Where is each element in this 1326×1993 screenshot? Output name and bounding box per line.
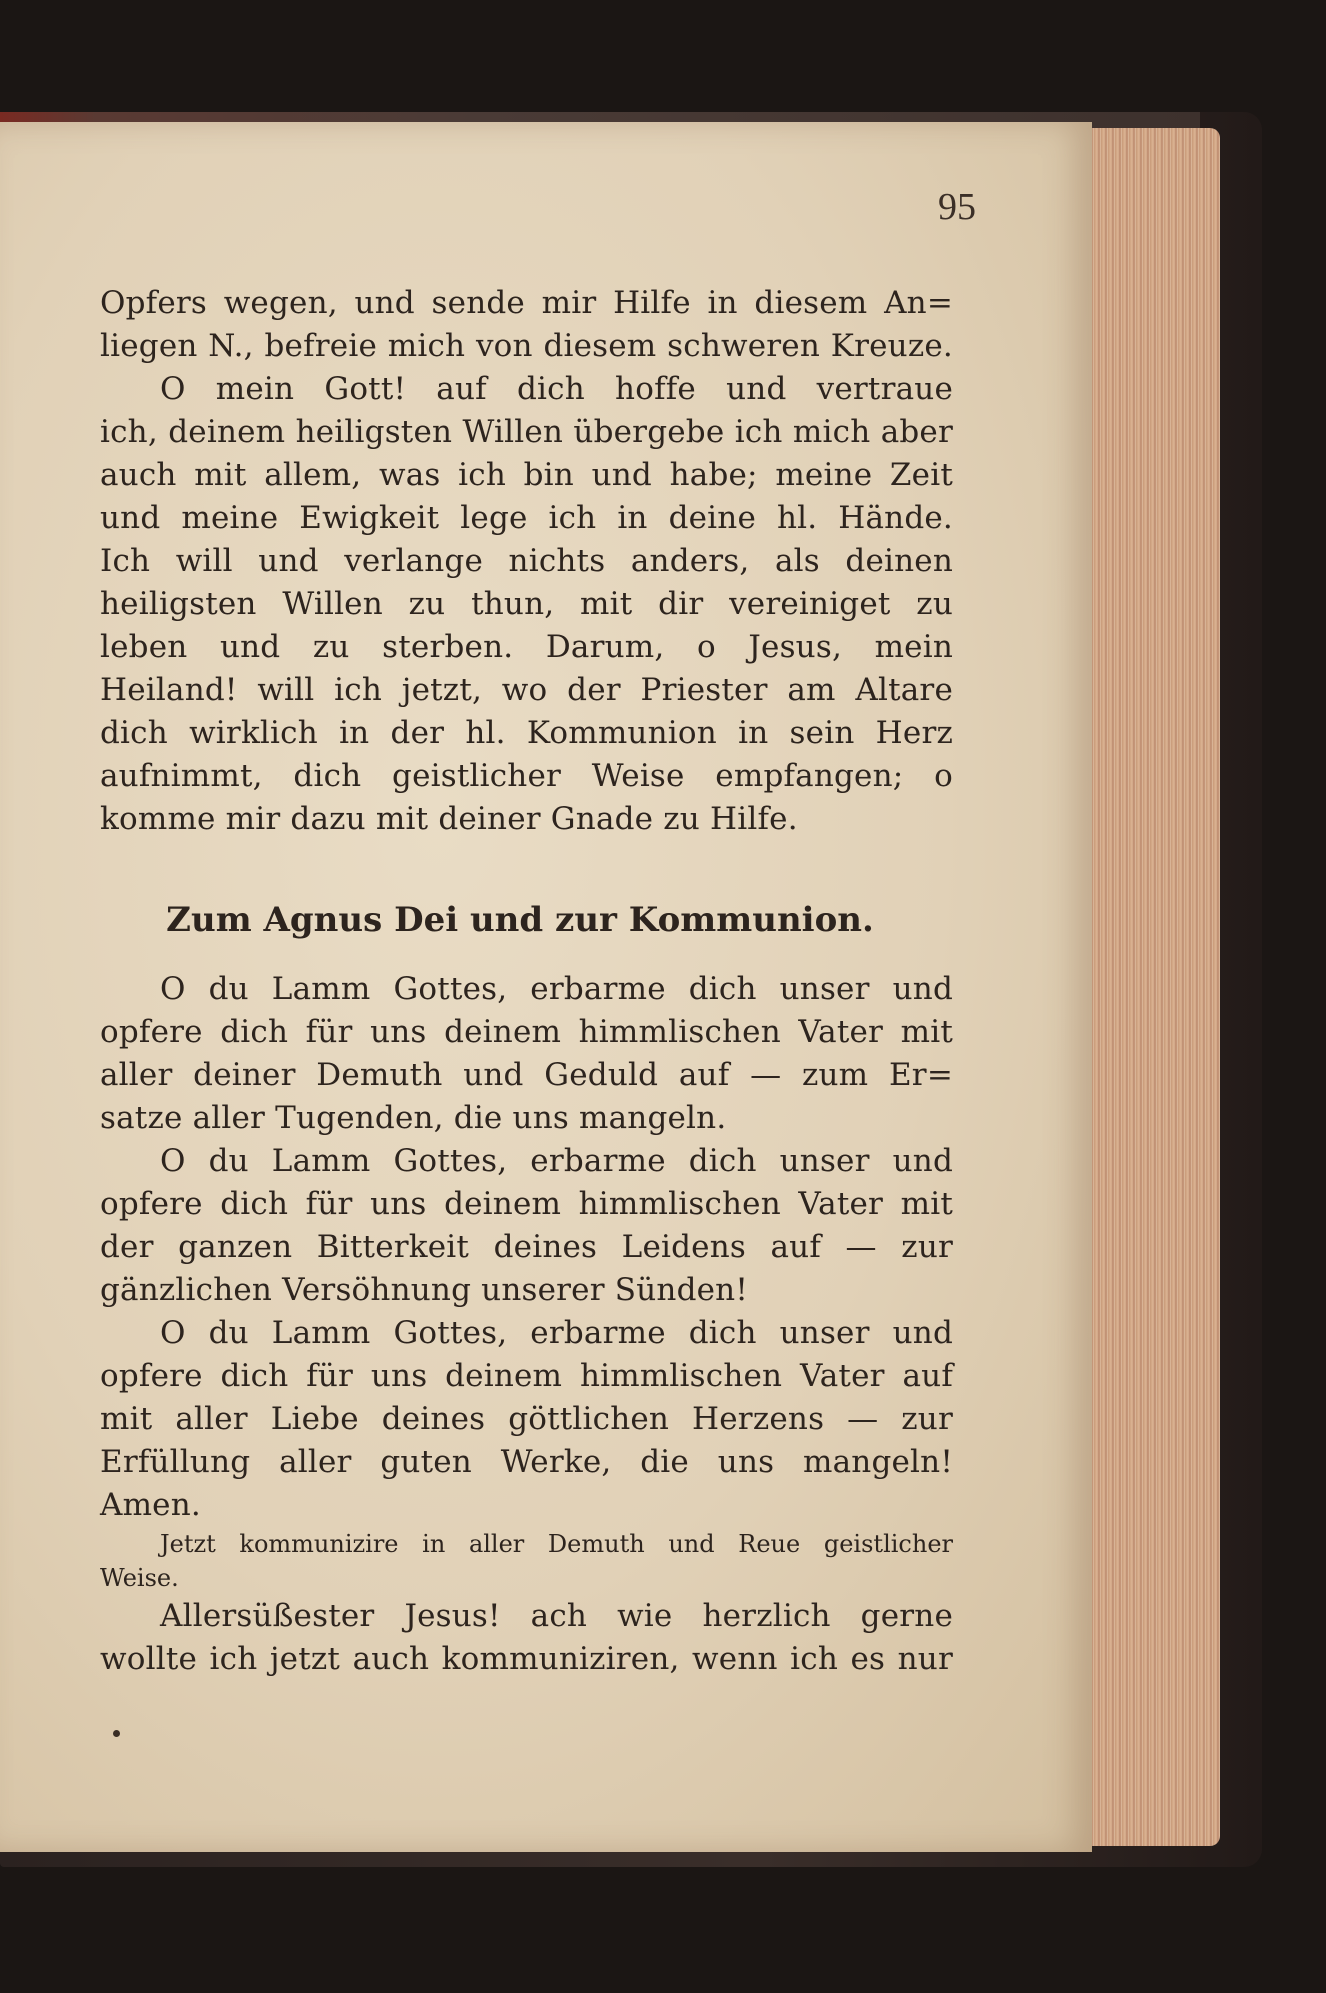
- text-line: opfere dich für uns deinem himmlischen Vater mit: [100, 1014, 953, 1050]
- text-line: O du Lamm Gottes, erbarme dich unser und: [160, 971, 953, 1007]
- page-number: 95: [938, 186, 976, 228]
- text-line: wollte ich jetzt auch kommuniziren, wenn ich es nur: [100, 1641, 953, 1677]
- text-line: auch mit allem, was ich bin und habe; meine Zeit: [100, 457, 953, 493]
- page-edges: [1080, 128, 1220, 1846]
- text-line: aufnimmt, dich geistlicher Weise empfangen; o: [100, 758, 953, 794]
- text-line: Opfers wegen, und sende mir Hilfe in diesem An=: [100, 285, 953, 321]
- text-line: gänzlichen Versöhnung unserer Sünden!: [100, 1272, 748, 1308]
- text-line: dich wirklich in der hl. Kommunion in sein Herz: [100, 715, 953, 751]
- text-line: der ganzen Bitterkeit deines Leidens auf — zur: [100, 1229, 953, 1265]
- text-line: satze aller Tugenden, die uns mangeln.: [100, 1100, 727, 1136]
- text-upper: [100, 282, 953, 841]
- text-line: O du Lamm Gottes, erbarme dich unser und: [160, 1315, 953, 1351]
- text-line: Ich will und verlange nichts anders, als deinen: [100, 543, 953, 579]
- text-line: leben und zu sterben. Darum, o Jesus, mein: [100, 629, 953, 665]
- text-line: heiligsten Willen zu thun, mit dir vereiniget zu: [100, 586, 953, 622]
- ink-dot: [113, 1730, 120, 1737]
- rubric-line: Weise.: [100, 1564, 179, 1592]
- text-line: komme mir dazu mit deiner Gnade zu Hilfe.: [100, 801, 798, 837]
- text-line: O du Lamm Gottes, erbarme dich unser und: [160, 1143, 953, 1179]
- text-lower: [100, 968, 953, 1681]
- text-line: mit aller Liebe deines göttlichen Herzens — zur: [100, 1401, 953, 1437]
- text-line: liegen N., befreie mich von diesem schweren Kreuze.: [100, 328, 953, 364]
- text-line: ich, deinem heiligsten Willen übergebe ich mich aber: [100, 414, 953, 450]
- text-line: Erfüllung aller guten Werke, die uns mangeln!: [100, 1444, 953, 1480]
- text-line: opfere dich für uns deinem himmlischen Vater auf: [100, 1358, 953, 1394]
- text-line: und meine Ewigkeit lege ich in deine hl. Hände.: [100, 500, 953, 536]
- rubric-line: Jetzt kommunizire in aller Demuth und Reue geistlicher: [160, 1530, 953, 1558]
- text-line: aller deiner Demuth und Geduld auf — zum Er=: [100, 1057, 953, 1093]
- section-heading: Zum Agnus Dei und zur Kommunion.: [166, 900, 874, 940]
- text-line: Allersüßester Jesus! ach wie herzlich gerne: [160, 1598, 953, 1634]
- text-line: Amen.: [100, 1487, 201, 1523]
- text-line: O mein Gott! auf dich hoffe und vertraue: [160, 371, 953, 407]
- text-line: opfere dich für uns deinem himmlischen Vater mit: [100, 1186, 953, 1222]
- text-line: Heiland! will ich jetzt, wo der Priester am Altare: [100, 672, 953, 708]
